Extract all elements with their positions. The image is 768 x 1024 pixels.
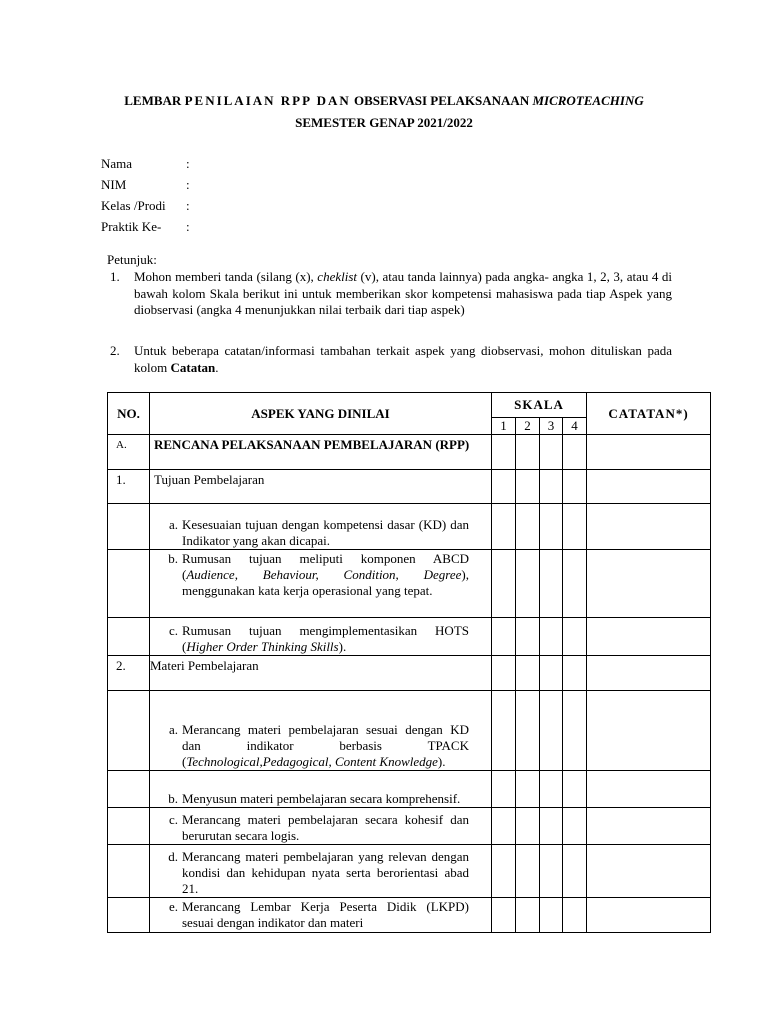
identity-colon: :: [186, 198, 190, 213]
identity-label: Kelas /Prodi: [101, 198, 166, 213]
note-cell[interactable]: [587, 618, 711, 656]
note-cell[interactable]: [587, 550, 711, 618]
note-cell[interactable]: [587, 898, 711, 933]
score-cell[interactable]: [516, 771, 540, 808]
table-row: [108, 898, 711, 933]
table-row: [108, 550, 711, 618]
score-cell[interactable]: [516, 691, 540, 771]
aspect-item: c. Rumusan tujuan mengimplementasikan HOTS (Higher Order Thinking Skills).: [150, 618, 492, 656]
document-subtitle: SEMESTER GENAP 2021/2022: [295, 115, 473, 130]
score-cell[interactable]: [492, 808, 516, 845]
score-cell[interactable]: [492, 898, 516, 933]
score-cell[interactable]: [563, 435, 587, 470]
score-cell[interactable]: [563, 470, 587, 504]
note-cell[interactable]: [587, 656, 711, 691]
score-cell[interactable]: [516, 808, 540, 845]
score-cell[interactable]: [563, 771, 587, 808]
title-part: OBSERVASI PELAKSANAAN: [350, 93, 533, 108]
section-title: RENCANA PELAKSANAAN PEMBELAJARAN (RPP): [150, 435, 492, 470]
score-cell[interactable]: [492, 656, 516, 691]
table-row: [108, 845, 711, 898]
note-cell[interactable]: [587, 845, 711, 898]
table-row: [108, 771, 711, 808]
score-cell[interactable]: [540, 435, 563, 470]
score-cell[interactable]: [516, 618, 540, 656]
row-number: [108, 691, 150, 771]
score-cell[interactable]: [540, 808, 563, 845]
note-cell[interactable]: [587, 771, 711, 808]
note-cell[interactable]: [587, 504, 711, 550]
row-number: 2.: [108, 656, 150, 691]
row-number: 1.: [108, 470, 150, 504]
score-cell[interactable]: [540, 618, 563, 656]
score-cell[interactable]: [492, 618, 516, 656]
aspect-item: a. Kesesuaian tujuan dengan kompetensi dasar (KD) dan Indikator yang akan dicapai.: [150, 504, 492, 550]
score-cell[interactable]: [540, 656, 563, 691]
note-cell[interactable]: [587, 808, 711, 845]
score-cell[interactable]: [540, 550, 563, 618]
note-cell[interactable]: [587, 435, 711, 470]
title-part-spaced: PENILAIAN RPP DAN: [184, 93, 351, 108]
header-no: NO.: [108, 393, 150, 435]
score-cell[interactable]: [540, 845, 563, 898]
score-cell[interactable]: [540, 504, 563, 550]
row-number: [108, 808, 150, 845]
row-title: Materi Pembelajaran: [150, 656, 492, 691]
identity-row-nama: [101, 156, 190, 172]
instruction-number: 2.: [110, 343, 120, 358]
row-number: [108, 898, 150, 933]
score-cell[interactable]: [492, 470, 516, 504]
score-cell[interactable]: [540, 470, 563, 504]
row-title: Tujuan Pembelajaran: [150, 470, 492, 504]
aspect-item: b. Menyusun materi pembelajaran secara komprehensif.: [150, 771, 492, 808]
score-cell[interactable]: [492, 845, 516, 898]
score-cell[interactable]: [563, 898, 587, 933]
table-row: [108, 504, 711, 550]
header-aspek: ASPEK YANG DINILAI: [150, 393, 492, 435]
instruction-item-2: [107, 343, 672, 376]
score-cell[interactable]: [492, 771, 516, 808]
aspect-item: c. Merancang materi pembelajaran secara kohesif dan berurutan secara logis.: [150, 808, 492, 845]
score-cell[interactable]: [516, 470, 540, 504]
row-number: A.: [108, 435, 150, 470]
instructions-heading: Petunjuk:: [107, 252, 157, 267]
identity-colon: :: [186, 177, 190, 192]
identity-colon: :: [186, 156, 190, 171]
score-cell[interactable]: [492, 691, 516, 771]
score-cell[interactable]: [563, 845, 587, 898]
title-part-italic: MICROTEACHING: [532, 93, 644, 108]
instruction-number: 1.: [110, 269, 120, 284]
identity-label: NIM: [101, 177, 127, 192]
instruction-text: Untuk beberapa catatan/informasi tambahan terkait aspek yang diobservasi, mohon dituliskan pada kolom Catatan.: [134, 343, 672, 375]
scale-4: 4: [563, 418, 587, 435]
table-row: [108, 435, 711, 470]
scale-2: 2: [516, 418, 540, 435]
identity-row-kelas: [101, 198, 190, 214]
score-cell[interactable]: [563, 550, 587, 618]
table-row: [108, 470, 711, 504]
instruction-item-1: [107, 269, 672, 319]
score-cell[interactable]: [540, 771, 563, 808]
score-cell[interactable]: [492, 550, 516, 618]
table-row: [108, 691, 711, 771]
aspect-item: a. Merancang materi pembelajaran sesuai dengan KD dan indikator berbasis TPACK (Technological,Pedagogical, Content Knowledge).: [150, 691, 492, 771]
header-catatan: CATATAN*): [587, 393, 711, 435]
score-cell[interactable]: [563, 808, 587, 845]
note-cell[interactable]: [587, 470, 711, 504]
identity-label: Praktik Ke-: [101, 219, 162, 234]
score-cell[interactable]: [492, 435, 516, 470]
score-cell[interactable]: [563, 504, 587, 550]
score-cell[interactable]: [540, 898, 563, 933]
score-cell[interactable]: [516, 504, 540, 550]
aspect-item: e. Merancang Lembar Kerja Peserta Didik (LKPD) sesuai dengan indikator dan materi: [150, 898, 492, 933]
score-cell[interactable]: [563, 691, 587, 771]
aspect-item: d. Merancang materi pembelajaran yang relevan dengan kondisi dan kehidupan nyata serta berorientasi abad 21.: [150, 845, 492, 898]
score-cell[interactable]: [516, 550, 540, 618]
identity-row-nim: [101, 177, 190, 193]
assessment-table: [107, 392, 711, 933]
scale-3: 3: [540, 418, 563, 435]
score-cell[interactable]: [516, 656, 540, 691]
score-cell[interactable]: [563, 618, 587, 656]
instruction-text: Mohon memberi tanda (silang (x), cheklist (v), atau tanda lainnya) pada angka- angka 1, 2, 3, atau 4 di bawah kolom Skala berikut ini untuk memberikan skor kompetensi mahasiswa pada tiap Aspek yang diobservasi (angka 4 menunjukkan nilai terbaik dari tiap aspek): [134, 269, 672, 317]
score-cell[interactable]: [516, 898, 540, 933]
score-cell[interactable]: [563, 656, 587, 691]
title-part: LEMBAR: [124, 93, 185, 108]
identity-row-praktik: [101, 219, 190, 235]
table-row: [108, 656, 711, 691]
row-number: [108, 550, 150, 618]
score-cell[interactable]: [492, 504, 516, 550]
scale-1: 1: [492, 418, 516, 435]
aspect-item: b. Rumusan tujuan meliputi komponen ABCD (Audience, Behaviour, Condition, Degree), menggunakan kata kerja operasional yang tepat.: [150, 550, 492, 618]
score-cell[interactable]: [540, 691, 563, 771]
row-number: [108, 504, 150, 550]
row-number: [108, 771, 150, 808]
row-number: [108, 845, 150, 898]
table-row: [108, 808, 711, 845]
row-number: [108, 618, 150, 656]
document-title: [0, 93, 768, 109]
identity-label: Nama: [101, 156, 133, 171]
score-cell[interactable]: [516, 845, 540, 898]
table-row: [108, 618, 711, 656]
header-skala: SKALA: [492, 393, 587, 418]
note-cell[interactable]: [587, 691, 711, 771]
identity-colon: :: [186, 219, 190, 234]
score-cell[interactable]: [516, 435, 540, 470]
